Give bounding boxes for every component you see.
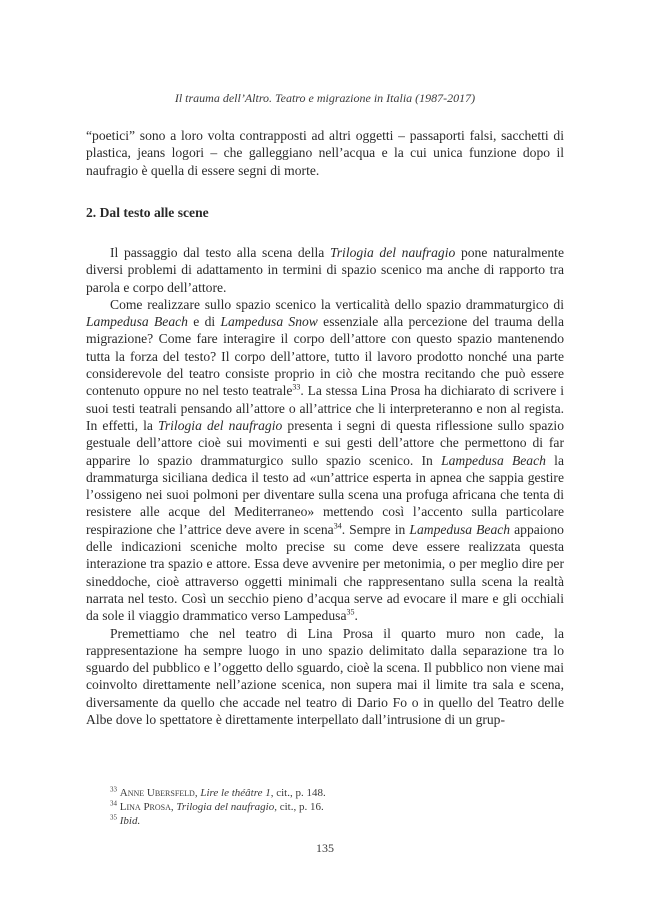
p1-text-b: pone naturalmente diversi problemi di adattamento in termini di spazio scenico ma anche di rapporto tra parola e corpo dell’attore.	[86, 245, 564, 295]
p2-title-3: Trilogia del naufragio	[158, 417, 283, 433]
footnote-title: Lire le théâtre 1	[200, 787, 271, 799]
footnote-number: 34	[110, 799, 117, 808]
footnote-number: 33	[110, 785, 117, 794]
page-number: 135	[316, 841, 334, 855]
footnote-title: Trilogia del naufragio	[176, 801, 275, 813]
footnote-33	[110, 786, 564, 800]
continued-paragraph-block	[86, 127, 564, 179]
p2-text-e: presenta i segni di questa riflessione sullo spazio gestuale dell’attore cioè sui movimenti e sui gesti dell’attore che permettono di far apparire lo spazio drammaturgico sullo spazio scenico. In	[86, 417, 564, 468]
p2-title-1: Lampedusa Beach	[86, 314, 188, 330]
footnote-author: Anne Ubersfeld	[119, 787, 195, 799]
p2-text-a: Come realizzare sullo spazio scenico la verticalità dello spazio drammaturgico di	[110, 296, 564, 312]
body-text	[86, 244, 564, 728]
p2-title-4: Lampedusa Beach	[441, 452, 546, 468]
footnote-34	[110, 800, 564, 814]
continued-paragraph: “poetici” sono a loro volta contrapposti ad altri oggetti – passaporti falsi, sacchetti di plastica, jeans logori – che galleggiano nell’acqua e la cui unica funzione dopo il naufragio è quella di essere segni di morte.	[86, 128, 564, 178]
p2-text-f: la drammaturga siciliana dedica il testo ad «un’attrice esperta in apnea che sappia gestire l’ossigeno nei suoi polmoni per diventare sulla scena una profuga africana che tenta di resistere alle acque del Mediterraneo» mettendo così l’accento sulla particolare respirazione che l’attrice deve avere in scena	[86, 452, 564, 537]
p2-title-2: Lampedusa Snow	[220, 314, 318, 330]
footnote-title: Ibid.	[119, 815, 141, 827]
p1-title-italic: Trilogia del naufragio	[329, 245, 456, 260]
paragraph-1	[86, 244, 564, 296]
p2-text-g: . Sempre in	[341, 521, 410, 537]
footnote-separator: ,	[170, 801, 177, 813]
footnote-citation: , cit., p. 148.	[270, 787, 326, 799]
footnote-citation: , cit., p. 16.	[274, 801, 324, 813]
paragraph-2	[86, 296, 564, 625]
paragraph-3: Premettiamo che nel teatro di Lina Prosa il quarto muro non cade, la rappresentazione ha sempre luogo in uno spazio delimitato dalla separazione tra lo sguardo del pubblico e l’oggetto dello sguardo, cioè la scena. Il pubblico non viene mai coinvolto direttamente nell’azione scenica, non supera mai il limite tra sala e scena, diversamente da quello che accade nel teatro di Dario Fo o in quello del Teatro delle Albe dove lo spettatore è direttamente interpellato dall’intrusione di un grup-	[86, 625, 564, 728]
running-head: Il trauma dell’Altro. Teatro e migrazione in Italia (1987-2017)	[174, 91, 476, 105]
footnote-author: Lina Prosa	[119, 801, 171, 813]
p2-text-i: .	[354, 608, 358, 624]
section-heading: 2. Dal testo alle scene	[86, 205, 209, 220]
p2-text-c: essenziale alla percezione del trauma della migrazione? Come fare interagire il corpo dell’attore con questo spazio mantenendo tutta la forza del testo? Il corpo dell’attore, tutto il lavoro prodotto nonché una parte considerevole del teatro consiste proprio in ciò che mostra recitando che può essere contenuto oppure no nel testo teatrale	[86, 314, 564, 399]
footnote-separator: ,	[194, 787, 201, 799]
footnote-ref-35[interactable]: 35	[346, 607, 355, 617]
p2-text-d: . La stessa Lina Prosa ha dichiarato di scrivere i suoi testi teatrali pensando all’attore o all’attrice che li interpreteranno e non al regista. In effetti, la	[86, 383, 564, 433]
footnote-ref-34[interactable]: 34	[333, 521, 342, 531]
footnote-ref-33[interactable]: 33	[292, 382, 301, 392]
footnotes	[110, 786, 564, 828]
p1-text-a: Il passaggio dal testo alla scena della	[110, 245, 330, 260]
footnote-35	[110, 814, 564, 828]
footnote-number: 35	[110, 813, 117, 822]
p2-text-h: appaiono delle indicazioni sceniche molto precise su come deve essere realizzata questa interazione tra spazio e attore. Essa deve avvenire per metonimia, o per meglio dire per sineddoche, cioè attraverso oggetti minimali che rappresentano sulla scena la realtà narrata nel testo. Così un secchio pieno d’acqua serve ad evocare il mare e gli occhiali da sole il viaggio drammatico verso Lampedusa	[86, 521, 564, 624]
p2-title-5: Lampedusa Beach	[409, 521, 511, 537]
p2-text-b: e di	[187, 314, 221, 330]
